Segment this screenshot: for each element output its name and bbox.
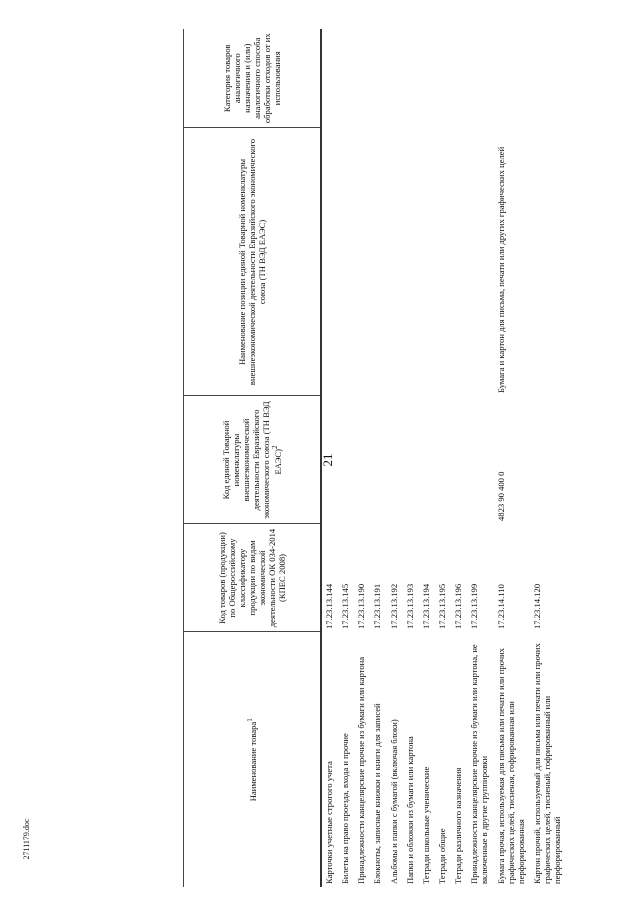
cell-category xyxy=(370,29,386,128)
cell-tnved-name xyxy=(370,128,386,396)
footnote-marker: 2 xyxy=(271,445,280,450)
cell-product-name: Билеты на право проезда, входа и прочие xyxy=(340,733,351,884)
cell-tnved-name xyxy=(354,128,370,396)
table-row xyxy=(435,29,451,887)
cell-tnved-code xyxy=(354,396,370,524)
page-number: 21 xyxy=(320,453,335,467)
header-product-name-text: Наименование товара xyxy=(247,721,258,802)
cell-category xyxy=(387,29,403,128)
cell-okpd-code: 17.23.13.190 xyxy=(356,583,367,629)
table-row xyxy=(530,29,566,887)
cell-product-name: Карточки учетные строгого учета xyxy=(324,761,334,884)
cell-product-name: Блокноты, записные книжки и книги для записей xyxy=(372,703,383,884)
cell-tnved-name: Бумага и картон для письма, печати или других графических целей xyxy=(495,146,506,393)
cell-tnved-name xyxy=(451,128,467,396)
cell-product-name: Папки и обложки из бумаги или картона xyxy=(404,736,415,884)
header-category-text: Категория товаров аналогичного назначения и (или) аналогичного способа обработки отходов от их использования xyxy=(221,33,283,124)
cell-category xyxy=(354,29,370,128)
header-okpd-code-text: Код товаров (продукции) по Общероссийскому классификатору продукции по видам экономической деятельности ОК 034-2014 (КПЕС 2008) xyxy=(216,528,288,628)
cell-okpd-code: 17.23.13.196 xyxy=(453,583,464,629)
table-row xyxy=(370,29,386,887)
cell-tnved-name xyxy=(530,128,566,396)
cell-tnved-code xyxy=(451,396,467,524)
cell-tnved-code xyxy=(403,396,419,524)
cell-okpd-code: 17.23.13.192 xyxy=(388,583,399,629)
table-row xyxy=(467,29,493,887)
header-category xyxy=(184,29,322,128)
cell-category xyxy=(467,29,493,128)
table-row xyxy=(354,29,370,887)
cell-tnved-name xyxy=(403,128,419,396)
cell-product-name: Бумага прочая, используемая для письма или печати или прочих графических целей, тисненая, гофрированная или перфорированная xyxy=(495,648,526,884)
table-row xyxy=(321,29,338,887)
cell-product-name: Тетради различного назначения xyxy=(453,767,464,884)
cell-tnved-code xyxy=(387,396,403,524)
cell-product-name: Картон прочий, используемый для письма или печати или прочих графических целей, тисненый, гофрированный или перфорированный xyxy=(531,643,563,884)
cell-okpd-code: 17.23.13.144 xyxy=(324,583,334,629)
cell-tnved-name xyxy=(435,128,451,396)
cell-tnved-code xyxy=(321,396,338,524)
cell-tnved-code: 4823 90 400 0 xyxy=(495,471,506,521)
cell-okpd-code: 17.23.13.199 xyxy=(469,583,480,629)
cell-product-name: Альбомы и папки с бумагой (включая блоки) xyxy=(388,719,399,884)
header-tnved-name-text: Наименование позиции единой Товарной номенклатуры внешнеэкономической деятельности Евразийского экономического союза (ТН ВЭД ЕАЭС) xyxy=(236,138,268,386)
footnote-marker: 1 xyxy=(246,718,254,722)
cell-okpd-code: 17.23.13.195 xyxy=(436,583,447,629)
cell-product-name: Тетради школьные ученические xyxy=(420,766,431,884)
header-product-name xyxy=(184,632,322,887)
cell-category xyxy=(530,29,566,128)
cell-okpd-code: 17.23.13.191 xyxy=(372,583,383,629)
header-tnved-name xyxy=(184,128,322,396)
cell-tnved-code xyxy=(435,396,451,524)
cell-tnved-name xyxy=(419,128,435,396)
cell-tnved-code xyxy=(467,396,493,524)
cell-product-name: Тетради общие xyxy=(436,828,447,884)
table-row xyxy=(338,29,354,887)
cell-okpd-code: 17.23.13.194 xyxy=(420,583,431,629)
cell-tnved-name xyxy=(467,128,493,396)
table-row xyxy=(403,29,419,887)
cell-product-name: Принадлежности канцелярские прочие из бумаги или картона xyxy=(356,656,367,884)
table-row xyxy=(419,29,435,887)
cell-category xyxy=(494,29,530,128)
cell-tnved-name xyxy=(338,128,354,396)
cell-category xyxy=(451,29,467,128)
cell-tnved-code xyxy=(530,396,566,524)
header-tnved-code-text: Код единой Товарной номенклатуры внешнеэкономической деятельности Евразийского экономического союза (ТН ВЭД ЕАЭС) xyxy=(220,401,284,519)
table-row xyxy=(451,29,467,887)
cell-tnved-code xyxy=(338,396,354,524)
table-row xyxy=(494,29,530,887)
cell-okpd-code: 17.23.14.120 xyxy=(531,583,542,629)
cell-category xyxy=(403,29,419,128)
cell-okpd-code: 17.23.13.193 xyxy=(404,583,415,629)
cell-okpd-code: 17.23.14.110 xyxy=(495,584,506,629)
cell-category xyxy=(435,29,451,128)
table-body xyxy=(321,29,566,887)
header-tnved-code xyxy=(184,396,322,524)
table-row xyxy=(387,29,403,887)
cell-category xyxy=(419,29,435,128)
cell-category xyxy=(338,29,354,128)
cell-tnved-code xyxy=(419,396,435,524)
cell-tnved-name xyxy=(387,128,403,396)
cell-okpd-code: 17.23.13.145 xyxy=(340,583,351,629)
header-okpd-code xyxy=(184,524,322,632)
cell-product-name: Принадлежности канцелярские прочие из бумаги или картона, не включенные в другие группировки xyxy=(469,644,490,884)
table-header-row xyxy=(184,29,322,887)
cell-category xyxy=(321,29,338,128)
cell-tnved-code xyxy=(370,396,386,524)
cell-tnved-name xyxy=(321,128,338,396)
file-mark: 2711179.doc xyxy=(22,818,31,860)
goods-table xyxy=(183,29,566,887)
